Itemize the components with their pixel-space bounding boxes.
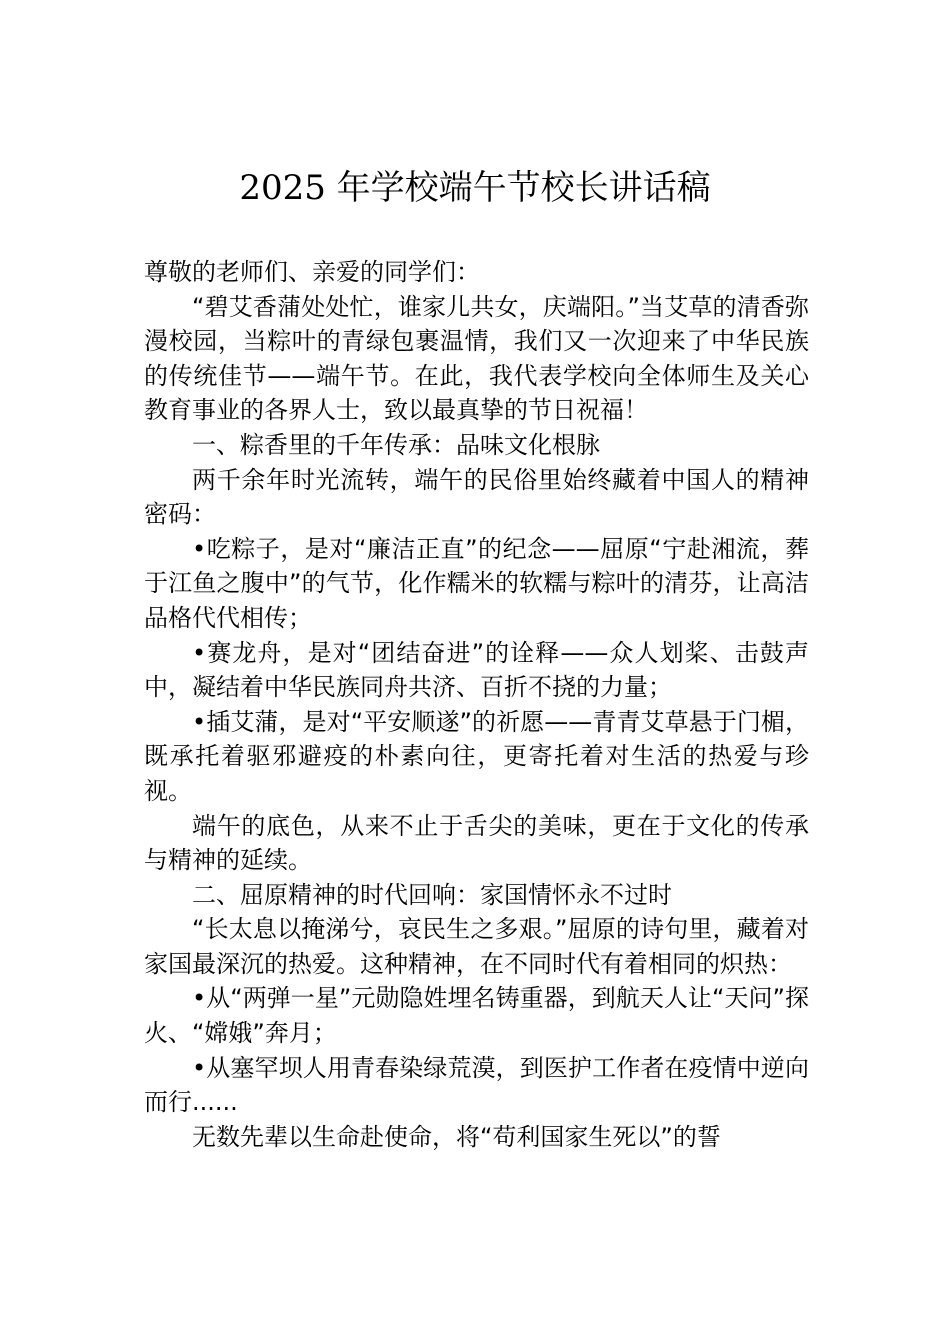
bullet-item: •吃粽子，是对“廉洁正直”的纪念——屈原“宁赴湘流，葬于江鱼之腹中”的气节，化作糯米的软糯与粽叶的清芬，让高洁品格代代相传；: [144, 534, 809, 632]
document-body: [144, 255, 809, 1154]
section-heading: 二、屈原精神的时代回响：家国情怀永不过时: [192, 880, 672, 909]
document-title: 2025 年学校端午节校长讲话稿: [239, 168, 711, 208]
paragraph: 端午的底色，从来不止于舌尖的美味，更在于文化的传承与精神的延续。: [144, 811, 809, 875]
section-heading: 一、粽香里的千年传承：品味文化根脉: [192, 430, 600, 459]
bullet-item: •从塞罕坝人用青春染绿荒漠，到医护工作者在疫情中逆向而行......: [144, 1053, 809, 1117]
paragraph: 两千余年时光流转，端午的民俗里始终藏着中国人的精神密码：: [144, 465, 809, 529]
bullet-item: •插艾蒲，是对“平安顺遂”的祈愿——青青艾草悬于门楣，既承托着驱邪避疫的朴素向往，更寄托着对生活的热爱与珍视。: [144, 707, 809, 805]
paragraph: “长太息以掩涕兮，哀民生之多艰。”屈原的诗句里，藏着对家国最深沉的热爱。这种精神，在不同时代有着相同的炽热：: [144, 915, 809, 978]
bullet-item: •从“两弹一星”元勋隐姓埋名铸重器，到航天人让“天问”探火、“嫦娥”奔月；: [144, 984, 809, 1048]
paragraph: 无数先辈以生命赴使命，将“苟利国家生死以”的誓: [192, 1122, 721, 1151]
salutation: 尊敬的老师们、亲爱的同学们：: [144, 258, 480, 286]
paragraph: “碧艾香蒲处处忙，谁家儿共女，庆端阳。”当艾草的清香弥漫校园，当粽叶的青绿包裹温情，我们又一次迎来了中华民族的传统佳节——端午节。在此，我代表学校向全体师生及关心教育事业的各界人士，致以最真挚的节日祝福！: [144, 292, 809, 425]
bullet-item: •赛龙舟，是对“团结奋进”的诠释——众人划桨、击鼓声中，凝结着中华民族同舟共济、百折不挠的力量；: [144, 638, 809, 702]
